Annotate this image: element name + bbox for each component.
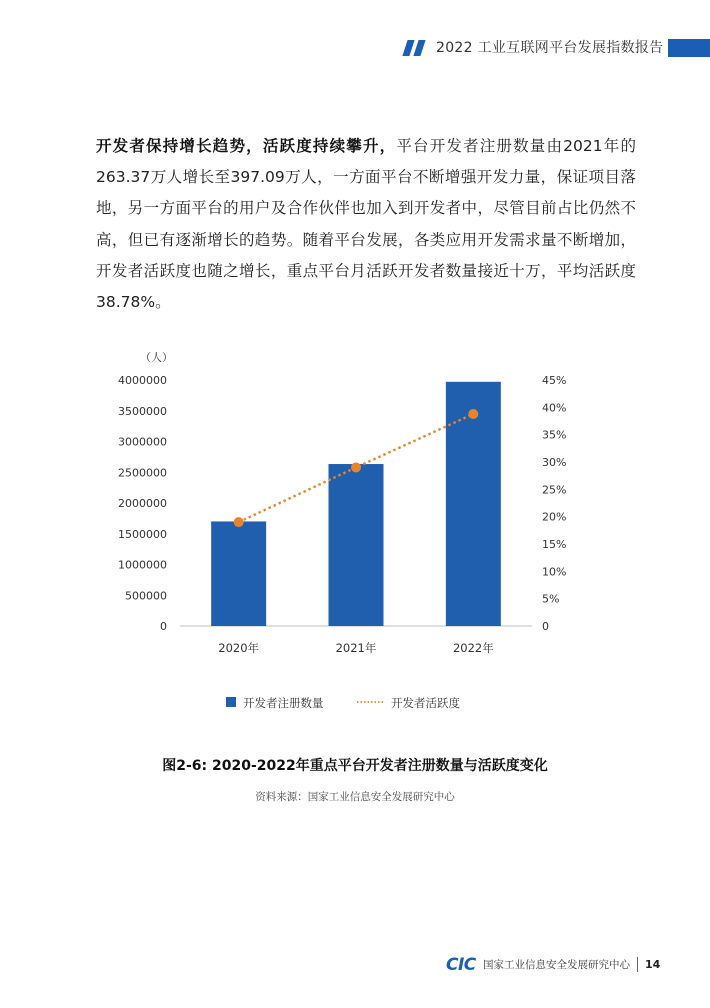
legend-line-label: 开发者活跃度 [391,696,460,710]
activity-point-2 [351,462,361,472]
category-label: 2021年 [335,641,377,655]
x-axis-labels [218,641,494,655]
right-tick-label: 0 [542,620,549,633]
page-footer [0,955,710,977]
right-tick-label: 25% [542,483,567,497]
bar-series [211,382,501,626]
left-axis-ticks [118,374,167,633]
left-tick-label: 4000000 [118,374,167,387]
right-tick-label: 10% [542,565,567,579]
legend-bar-swatch [226,697,236,707]
right-tick-label: 45% [542,374,567,387]
figure-caption: 图2-6: 2020-2022年重点平台开发者注册数量与活跃度变化 [162,758,548,774]
bar-2 [329,464,384,626]
bar-1 [211,521,266,626]
right-tick-label: 30% [542,456,567,469]
right-tick-label: 15% [542,538,567,551]
category-label: 2020年 [218,641,260,655]
activity-point-1 [234,517,244,527]
paragraph-body: 平台开发者注册数量由2021年的263.37万人增长至397.09万人，一方面平台不断增强开发力量，保证项目落地，另一方面平台的用户及合作伙伴也加入到开发者中，尽管目前占比仍然不高，但已有逐渐增长的趋势。随着平台发展，各类应用开发需求量不断增加，开发者活跃度也随之增长，重点平台月活跃开发者数量接近十万，平均活跃度38.78%。 [96,137,636,312]
left-tick-label: 3500000 [118,404,167,418]
right-tick-label: 35% [542,428,567,442]
activity-point-3 [468,409,478,419]
right-tick-label: 5% [542,592,560,606]
left-tick-label: 2000000 [118,497,167,510]
paragraph-lead: 开发者保持增长趋势，活跃度持续攀升， [96,137,397,155]
legend-bar-label: 开发者注册数量 [243,696,324,710]
right-axis-ticks [542,374,566,633]
right-tick-label: 40% [542,401,567,415]
figure-source: 资料来源：国家工业信息安全发展研究中心 [255,791,455,803]
footer-org-name: 国家工业信息安全发展研究中心 [483,959,630,971]
left-tick-label: 1000000 [118,558,167,572]
left-tick-label: 3000000 [118,435,167,449]
footer-divider [637,957,638,972]
left-tick-label: 2500000 [118,466,167,480]
chart-legend [226,696,460,710]
report-title: 2022 工业互联网平台发展指数报告 [436,40,664,56]
left-tick-label: 500000 [125,589,167,603]
left-axis-unit-label: （人） [140,351,173,364]
cic-logo: CIC [446,955,476,975]
category-label: 2022年 [452,641,494,655]
right-tick-label: 20% [542,510,567,524]
left-tick-label: 0 [160,620,167,633]
left-tick-label: 1500000 [118,527,167,541]
page-number: 14 [645,958,661,971]
